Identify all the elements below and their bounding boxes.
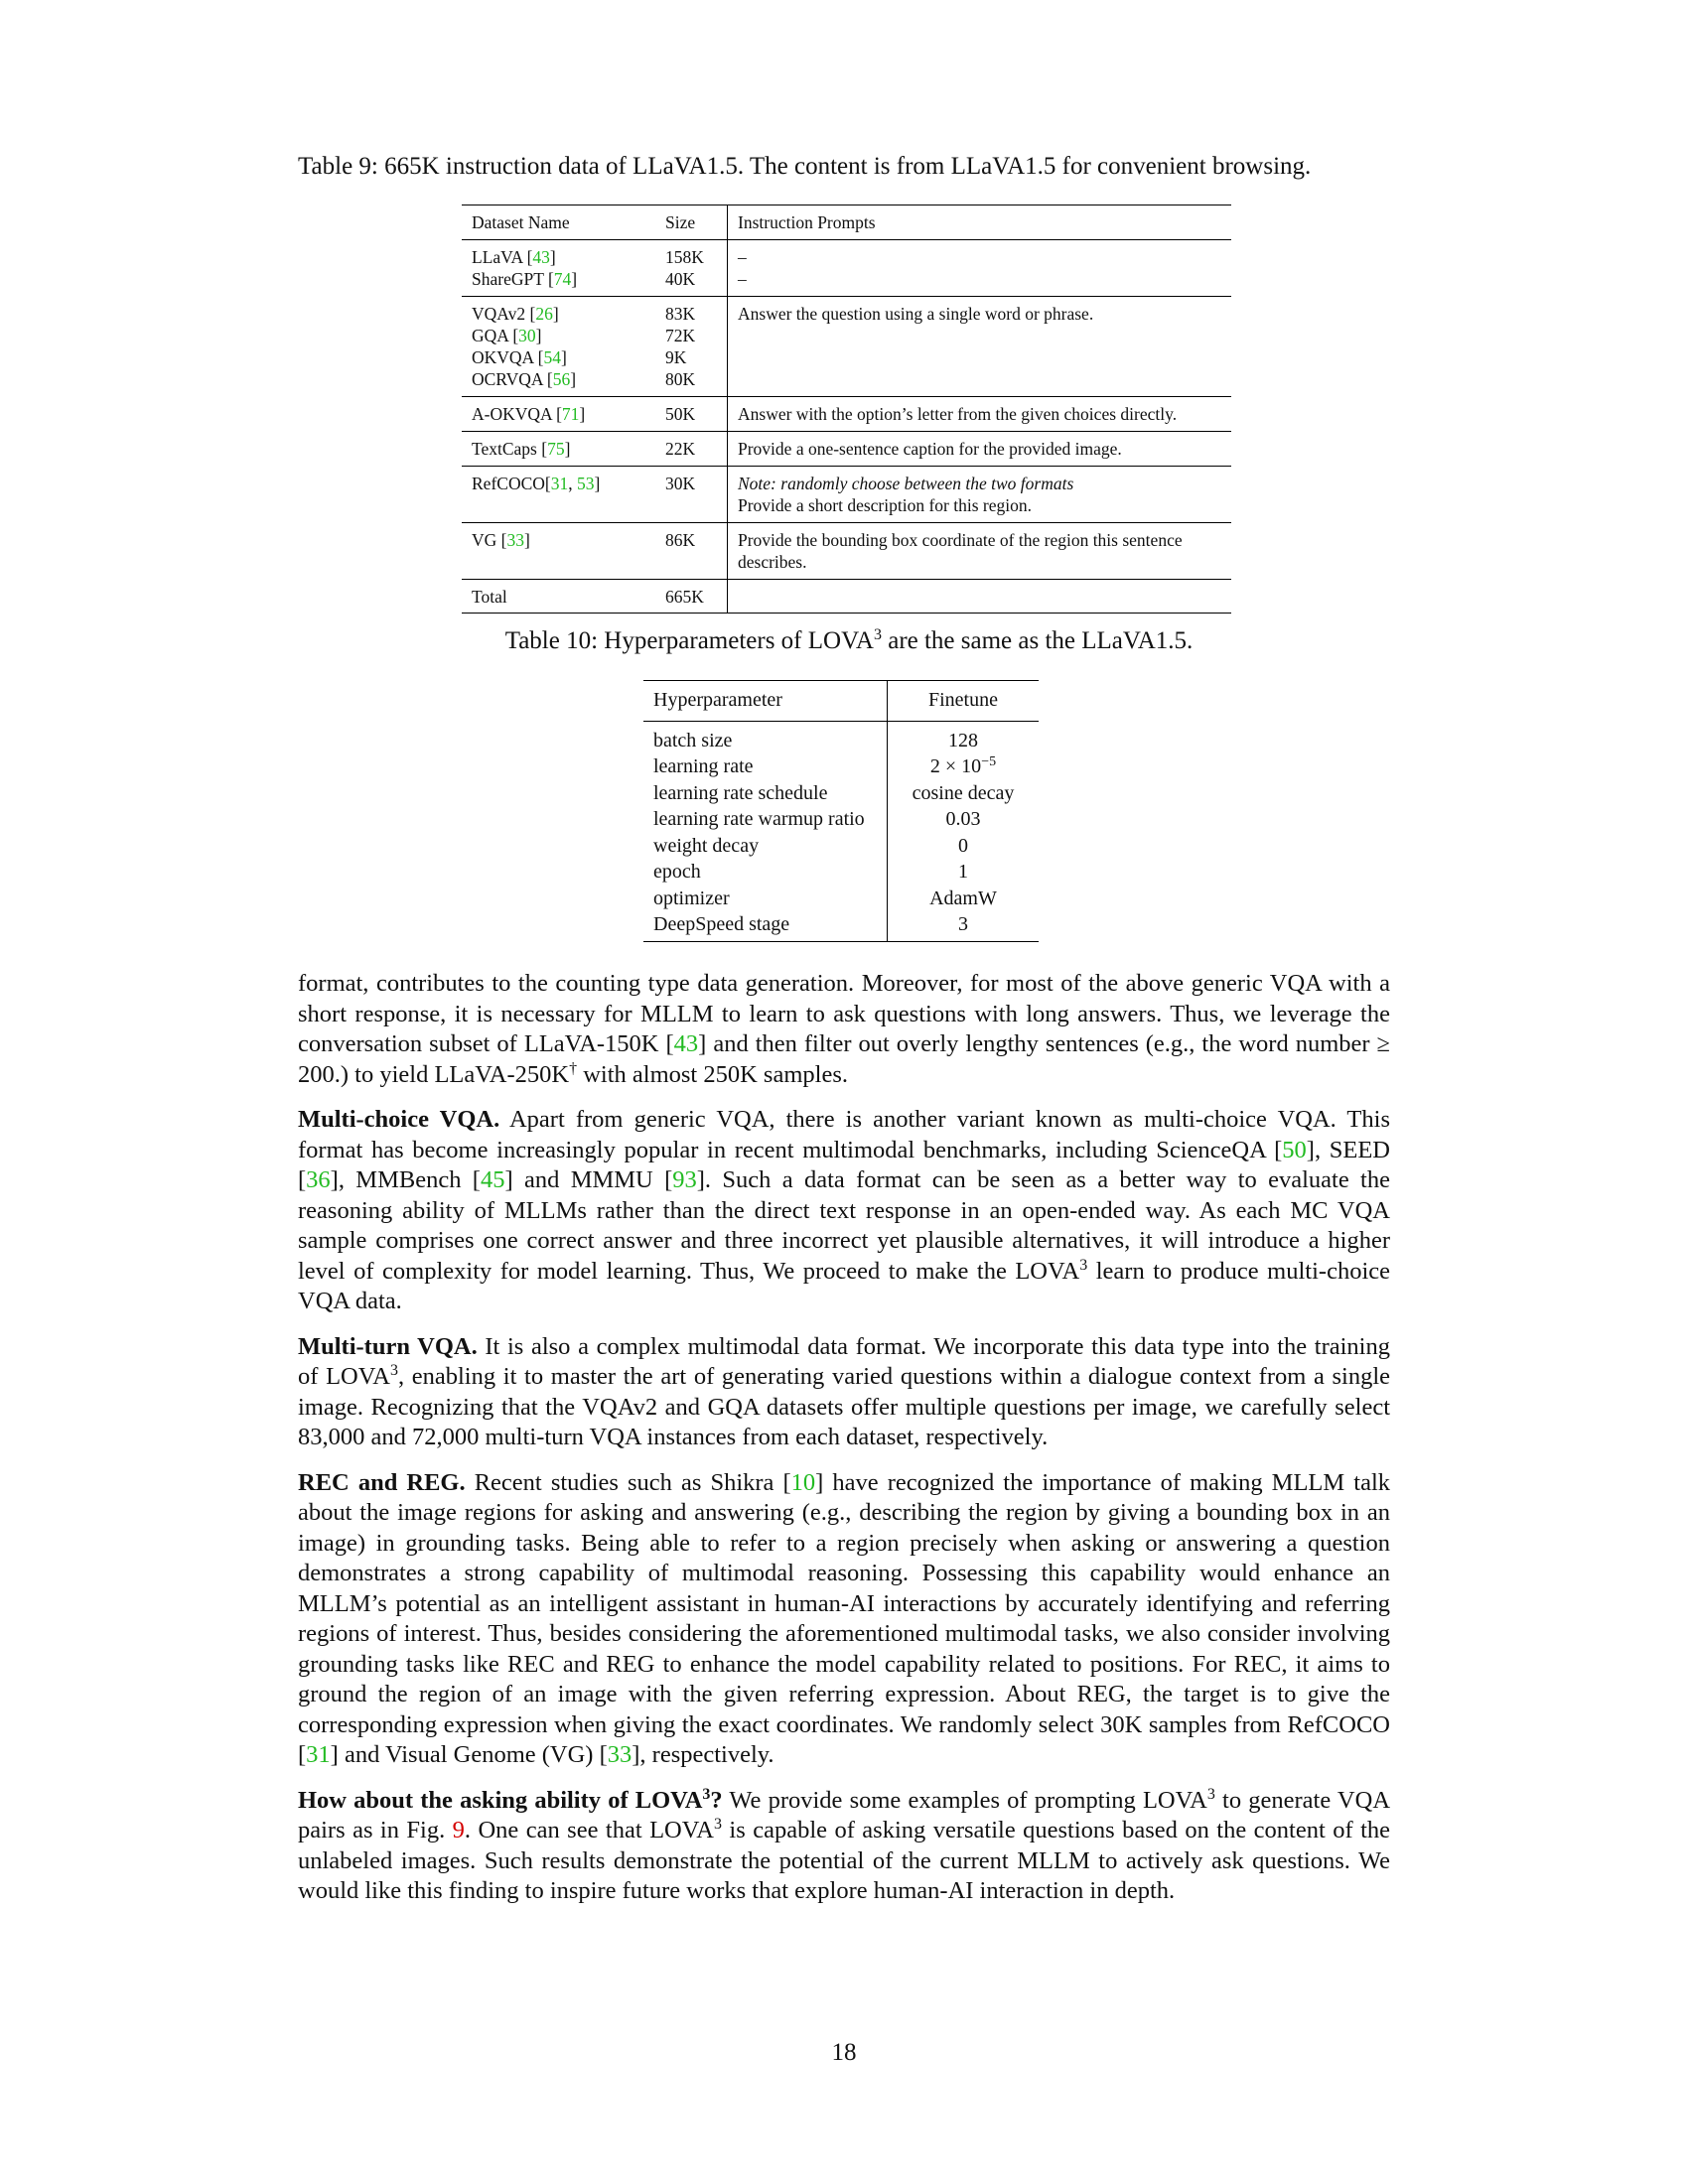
table9-dataset-cell (462, 432, 655, 467)
table9-total-prompt (728, 580, 1232, 614)
table9-size-cell: 86K (655, 523, 728, 580)
table9-caption: Table 9: 665K instruction data of LLaVA1.5. The content is from LLaVA1.5 for convenient browsing. (298, 153, 1312, 180)
citation-link[interactable]: 36 (306, 1166, 331, 1193)
hyperparameter-name: learning rate schedule (643, 780, 888, 807)
table10-row (643, 833, 1039, 860)
table10 (643, 680, 1039, 942)
table9-size-cell: 22K (655, 432, 728, 467)
hyperparameter-name: optimizer (643, 886, 888, 912)
table10-row (643, 859, 1039, 886)
table9-dataset-cell (462, 297, 655, 397)
dataset-size: 80K (665, 369, 696, 389)
table9-size-cell: 30K (655, 467, 728, 523)
dataset-size: 83K (665, 304, 696, 324)
table9-group (462, 467, 1231, 523)
table9-group (462, 297, 1231, 397)
table10-caption: Table 10: Hyperparameters of LOVA$^3$ are the same as the LLaVA1.5. (504, 626, 1194, 654)
table9-prompt-cell (728, 240, 1232, 297)
dataset-name: TextCaps [75] (472, 439, 571, 459)
table10-header-hyperparameter: Hyperparameter (643, 681, 888, 722)
dataset-name: ShareGPT [74] (472, 269, 578, 289)
hyperparameter-name: weight decay (643, 833, 888, 860)
citation-link[interactable]: 43 (532, 247, 550, 267)
hyperparameter-value: 0 (958, 834, 968, 857)
dataset-name: LLaVA [43] (472, 247, 556, 267)
dataset-name: RefCOCO[31, 53] (472, 474, 601, 493)
table10-header-finetune: Finetune (928, 689, 998, 711)
prompt-text: – (738, 269, 747, 289)
table9-prompt-cell: Provide the bounding box coordinate of the region this sentence describes. (738, 530, 1183, 572)
dataset-size: 158K (665, 247, 704, 267)
citation-link[interactable]: 56 (552, 369, 571, 389)
table9-dataset-cell (462, 467, 655, 523)
hyperparameter-value: 128 (948, 729, 978, 751)
prompt-text: – (738, 247, 747, 267)
table9-prompt-cell: Answer with the option’s letter from the given choices directly. (738, 404, 1178, 424)
table10-row (643, 886, 1039, 912)
table9-total-size: 665K (655, 580, 728, 614)
table9-prompt-cell: Provide a one-sentence caption for the provided image. (738, 439, 1122, 459)
dataset-name: OKVQA [54] (472, 347, 567, 367)
hyperparameter-name: epoch (643, 859, 888, 886)
page-number: 18 (831, 2039, 857, 2066)
citation-link[interactable]: 31 (550, 474, 569, 493)
table9-size-cell (655, 240, 728, 297)
hyperparameter-name: learning rate warmup ratio (643, 806, 888, 833)
section-heading: REC and REG. (298, 1468, 466, 1496)
table9-group (462, 523, 1231, 580)
hyperparameter-value: cosine decay (912, 781, 1015, 804)
prompt-text: Answer the question using a single word or phrase. (738, 304, 1094, 324)
citation-link[interactable]: 93 (672, 1166, 697, 1193)
table9-header-size: Size (655, 205, 728, 240)
table9-group (462, 240, 1231, 297)
citation-link[interactable]: 54 (543, 347, 561, 367)
citation-link[interactable]: 33 (506, 530, 524, 550)
section-heading: Multi-choice VQA. (298, 1106, 500, 1133)
hyperparameter-value: $2 \times 10^{-5}$ (929, 754, 997, 777)
table9-prompt-cell (728, 467, 1232, 523)
paragraph-rec-reg: REC and REG. Recent studies such as Shikra [10] have recognized the importance of making MLLM talk about the image regions for asking and answering (e.g., describing the region by giving a bounding box in an image) in grounding tasks. Being able to refer to a region precisely when asking or answering a question demonstrates a strong capability of multimodal reasoning. Possessing this capability would enhance an MLLM’s potential as an intelligent assistant in human-AI interactions by accurately identifying and referring regions of interest. Thus, besides considering the aforementioned multimodal tasks, we also consider involving grounding tasks like REC and REG to enhance the model capability related to positions. For REC, it aims to ground the region of an image with the given referring expression. About REG, the target is to give the corresponding expression when giving the exact coordinates. We randomly select 30K samples from RefCOCO [31] and Visual Genome (VG) [33], respectively. (298, 1468, 1390, 1768)
dataset-name: GQA [30] (472, 326, 542, 345)
dataset-size: 40K (665, 269, 696, 289)
citation-link[interactable]: 74 (553, 269, 572, 289)
table9-size-cell: 50K (655, 397, 728, 432)
citation-link[interactable]: 71 (561, 404, 580, 424)
hyperparameter-value: 0.03 (945, 808, 981, 830)
citation-link[interactable]: 26 (535, 304, 553, 324)
table10-row (643, 721, 1039, 753)
table9-group (462, 432, 1231, 467)
table9-dataset-cell (462, 397, 655, 432)
paragraph-asking-ability: How about the asking ability of LOVA$^3$? We provide some examples of prompting LOVA$^3$ to generate VQA pairs as in Fig. 9. One can see that LOVA$^3$ is capable of asking versatile questions based on the content of the unlabeled images. Such results demonstrate the potential of the current MLLM to actively ask questions. We would like this finding to inspire future works that explore human-AI interaction in depth. (298, 1785, 1391, 1904)
paragraph-llava-250k: format, contributes to the counting type data generation. Moreover, for most of the above generic VQA with a short response, it is necessary for MLLM to learn to ask questions with long answers. Thus, we leverage the conversation subset of LLaVA-150K [43] and then filter out overly lengthy sentences (e.g., the word number ≥ 200.) to yield LLaVA-250K† with almost 250K samples. (298, 970, 1391, 1088)
citation-link[interactable]: 30 (518, 326, 536, 345)
dataset-name: OCRVQA [56] (472, 369, 577, 389)
citation-link[interactable]: 10 (790, 1468, 816, 1496)
hyperparameter-value: AdamW (929, 887, 997, 909)
citation-link[interactable]: 50 (1282, 1136, 1307, 1163)
citation-link[interactable]: 43 (673, 1030, 699, 1057)
table9-total-label: Total (472, 587, 507, 607)
table9-prompt-cell (728, 297, 1232, 397)
section-heading: How about the asking ability of LOVA$^3$? (298, 1785, 723, 1814)
hyperparameter-value: 3 (958, 913, 968, 935)
citation-link[interactable]: 53 (576, 474, 595, 493)
citation-link[interactable]: 31 (306, 1741, 331, 1768)
table9 (462, 205, 1231, 614)
table9-group (462, 397, 1231, 432)
section-heading: Multi-turn VQA. (298, 1332, 478, 1360)
table9-header-prompts: Instruction Prompts (738, 212, 876, 232)
table10-row (643, 911, 1039, 941)
paragraph-multi-choice-vqa: Multi-choice VQA. Apart from generic VQA, there is another variant known as multi-choice VQA. This format has become increasingly popular in recent multimodal benchmarks, including ScienceQA [50], SEED [36], MMBench [45] and MMMU [93]. Such a data format can be seen as a better way to evaluate the reasoning ability of MLLMs rather than the direct text response in an open-ended way. As each MC VQA sample comprises one correct answer and three incorrect yet plausible alternatives, it will introduce a higher level of complexity for model learning. Thus, We proceed to make the LOVA$^3$ learn to produce multi-choice VQA data. (298, 1106, 1390, 1314)
paragraph-multi-turn-vqa: Multi-turn VQA. It is also a complex multimodal data format. We incorporate this data type into the training of LOVA$^3$, enabling it to master the art of generating varied questions within a dialogue context from a single image. Recognizing that the VQAv2 and GQA datasets offer multiple questions per image, we carefully select 83,000 and 72,000 multi-turn VQA instances from each dataset, respectively. (298, 1332, 1391, 1450)
dataset-size: 9K (665, 347, 687, 367)
table10-row (643, 806, 1039, 833)
table9-header-dataset: Dataset Name (472, 212, 570, 232)
table9-dataset-cell (462, 523, 655, 580)
citation-link[interactable]: 75 (547, 439, 565, 459)
table9-header-row (462, 205, 1231, 240)
table9-size-cell (655, 297, 728, 397)
dataset-size: 72K (665, 326, 696, 345)
hyperparameter-name: learning rate (643, 753, 888, 780)
prompt-note: Note: randomly choose between the two formats (738, 474, 1074, 493)
body-text (298, 969, 1390, 1922)
hyperparameter-name: DeepSpeed stage (643, 911, 888, 941)
dataset-name: A-OKVQA [71] (472, 404, 586, 424)
table9-dataset-cell (462, 240, 655, 297)
table10-header-row (643, 681, 1039, 722)
prompt-text: Provide a short description for this region. (738, 495, 1032, 515)
hyperparameter-value: 1 (958, 861, 968, 883)
table10-row (643, 780, 1039, 807)
table9-total-row (462, 580, 1231, 614)
dataset-name: VQAv2 [26] (472, 304, 559, 324)
figure-link[interactable]: 9 (452, 1817, 465, 1843)
table10-row (643, 753, 1039, 780)
hyperparameter-name: batch size (643, 721, 888, 753)
citation-link[interactable]: 33 (607, 1741, 633, 1768)
citation-link[interactable]: 45 (480, 1166, 505, 1193)
dataset-name: VG [33] (472, 530, 530, 550)
